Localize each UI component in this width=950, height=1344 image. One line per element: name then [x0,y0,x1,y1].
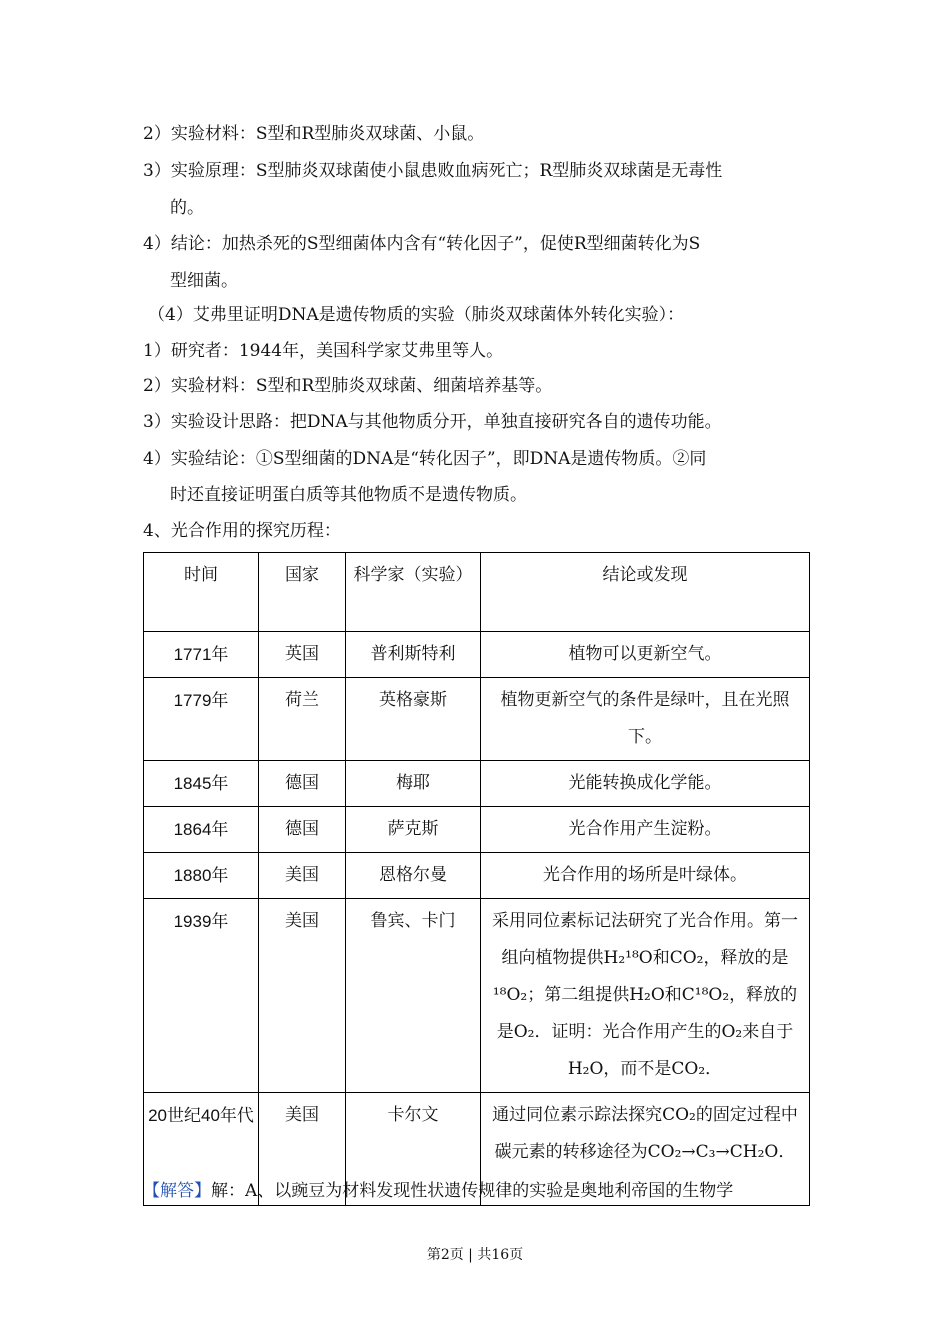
section-heading: 4、光合作用的探究历程： [143,521,341,541]
text-line: 2）实验材料：S型和R型肺炎双球菌、小鼠。 [143,124,485,144]
cell-finding: 采用同位素标记法研究了光合作用。第一组向植物提供H₂¹⁸O和CO₂，释放的是¹⁸O₂；第二组提供H₂O和C¹⁸O₂，释放的是O₂．证明：光合作用产生的O₂来自于H₂O，而不是CO₂． [481,899,810,1093]
cell-country: 美国 [259,853,346,899]
header-finding: 结论或发现 [481,553,810,632]
text-line: 3）实验设计思路：把DNA与其他物质分开，单独直接研究各自的遗传功能。 [143,412,722,432]
text-line: 4）结论：加热杀死的S型细菌体内含有“转化因子”，促使R型细菌转化为S [143,234,701,254]
cell-time: 1779年 [144,678,259,761]
cell-time: 1880年 [144,853,259,899]
cell-time: 1864年 [144,807,259,853]
table-row [144,853,810,899]
answer-text: 解：A、以豌豆为材料发现性状遗传规律的实验是奥地利帝国的生物学 [211,1181,734,1201]
cell-country: 英国 [259,632,346,678]
cell-finding: 植物可以更新空气。 [481,632,810,678]
section-heading: （4）艾弗里证明DNA是遗传物质的实验（肺炎双球菌体外转化实验）： [148,305,685,325]
table-row [144,678,810,761]
cell-time: 1939年 [144,899,259,1093]
cell-scientist: 鲁宾、卡门 [346,899,481,1093]
table-row [144,807,810,853]
cell-country: 美国 [259,1093,346,1206]
cell-scientist: 梅耶 [346,761,481,807]
cell-country: 德国 [259,761,346,807]
cell-finding: 光能转换成化学能。 [481,761,810,807]
header-country: 国家 [259,553,346,632]
text-line: 3）实验原理：S型肺炎双球菌使小鼠患败血病死亡；R型肺炎双球菌是无毒性 [143,161,723,181]
text-line: 型细菌。 [170,271,238,291]
text-line: 4）实验结论：①S型细菌的DNA是“转化因子”，即DNA是遗传物质。②同 [143,449,707,469]
cell-country: 德国 [259,807,346,853]
table-row [144,632,810,678]
text-line: 2）实验材料：S型和R型肺炎双球菌、细菌培养基等。 [143,376,553,396]
cell-scientist: 英格豪斯 [346,678,481,761]
cell-scientist: 萨克斯 [346,807,481,853]
answer-tag: 【解答】 [143,1181,211,1201]
cell-finding: 光合作用的场所是叶绿体。 [481,853,810,899]
cell-finding: 通过同位素示踪法探究CO₂的固定过程中碳元素的转移途径为CO₂→C₃→CH₂O． [481,1093,810,1206]
cell-time: 1771年 [144,632,259,678]
cell-country: 美国 [259,899,346,1093]
text-line: 1）研究者：1944年，美国科学家艾弗里等人。 [143,341,504,361]
text-line: 时还直接证明蛋白质等其他物质不是遗传物质。 [170,485,527,505]
cell-scientist: 恩格尔曼 [346,853,481,899]
cell-scientist: 卡尔文 [346,1093,481,1206]
page-footer: 第2页 | 共16页 [426,1247,524,1263]
photosynthesis-history-table [143,552,810,1206]
cell-country: 荷兰 [259,678,346,761]
table-row [144,761,810,807]
header-time: 时间 [144,553,259,632]
table-row [144,899,810,1093]
cell-finding: 植物更新空气的条件是绿叶，且在光照下。 [481,678,810,761]
table-header-row [144,553,810,632]
cell-scientist: 普利斯特利 [346,632,481,678]
header-scientist: 科学家（实验） [346,553,481,632]
cell-time: 20世纪40年代 [144,1093,259,1206]
answer-line [143,1180,733,1202]
cell-time: 1845年 [144,761,259,807]
text-line: 的。 [170,198,204,218]
cell-finding: 光合作用产生淀粉。 [481,807,810,853]
